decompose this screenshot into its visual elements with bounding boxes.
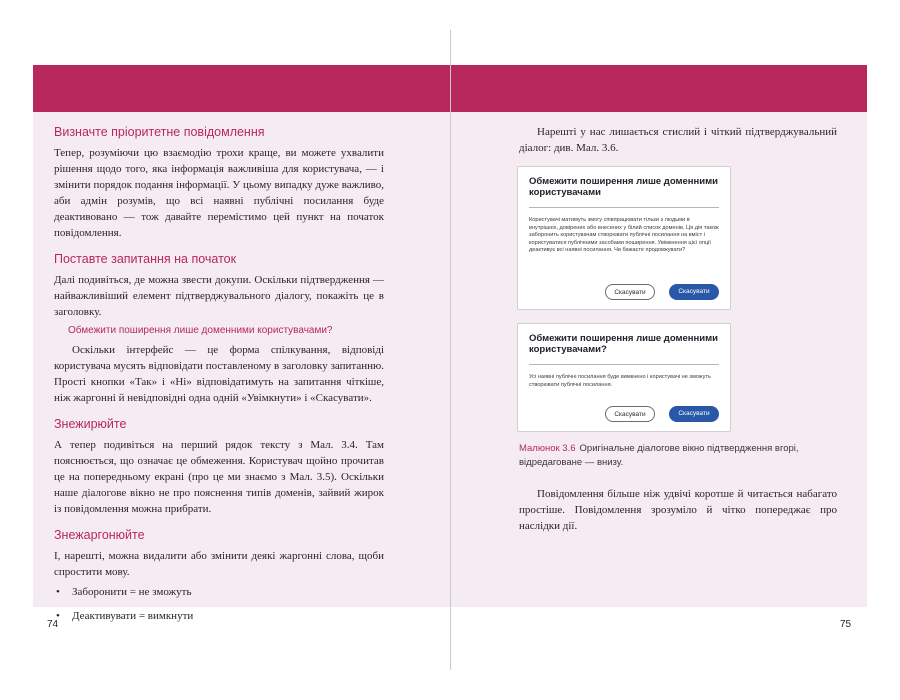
dialog-title: Обмежити поширення лише доменними користувачами? [529, 333, 718, 355]
left-page-content [54, 124, 384, 632]
cancel-button[interactable]: Скасувати [605, 406, 655, 422]
right-page-closing [519, 486, 837, 534]
section-heading-trim: Знежирюйте [54, 417, 127, 431]
section-heading-priority: Визначте пріоритетне повідомлення [54, 125, 265, 139]
dialog-body: Усі наявні публічні посилання буде вимкнено і користувачі не зможуть створювати публічні посилання. [529, 374, 711, 388]
page-number-left: 74 [47, 619, 59, 630]
section-text-priority: Тепер, розуміючи цю взаємодію трохи краще, ви можете ухвалити рішення щодо того, яка інформація важливіша для користувача, — і змінити порядок подання інформації. У цьому випадку дуже важливо, аби адмін розумів, що всі наявні публічні посилання буде деактивовано — тож давайте перемістимо цей пункт на початок повідомлення. [54, 147, 384, 239]
original-dialog [517, 166, 731, 310]
confirm-button[interactable]: Скасувати [669, 284, 719, 300]
section-text-question-first-2: Оскільки інтерфейс — це форма спілкування, відповіді користувача мусять відповідати поставленому в заголовку запитанню. Прості кнопки «Так» і «Ні» відповідатимуть на запитання чіткіше, ніж жаргонні й невідповідні одна одній «Увімкнути» і «Скасувати». [54, 344, 384, 404]
figure-caption-text: Оригінальне діалогове вікно підтвердження вгорі, відредаговане — внизу. [519, 443, 799, 468]
page-number-right: 75 [840, 619, 852, 630]
section-heading-question-first: Поставте запитання на початок [54, 252, 237, 266]
jargon-list [54, 584, 384, 624]
right-page-header-band [451, 65, 867, 112]
section-text-trim: А тепер подивіться на перший рядок тексту з Мал. 3.4. Там пояснюється, що означає це обмеження. Користувач щойно прочитав це на попередньому екрані (про це ми знаємо з Мал. 3.5). Оскільки наше діалогове вікно не про пояснення типів доменів, зайвий жирок із повідомлення можна прибрати. [54, 439, 384, 515]
confirm-button[interactable]: Скасувати [669, 406, 719, 422]
figure-label: Малюнок 3.6 [519, 443, 576, 454]
cancel-button[interactable]: Скасувати [605, 284, 655, 300]
pull-quote: Обмежити поширення лише доменними користувачами? [68, 325, 333, 336]
outro-paragraph: Повідомлення більше ніж удвічі коротше й читається набагато простіше. Повідомлення зрозуміло й чітко попереджає про наслідки дії. [519, 488, 837, 532]
dialog-body: Користувачі матимуть змогу співпрацювати тільки з людьми в внутрішніх, довірених або внесених у білий список доменів. Ця дія також заборонить користувачам створювати публічні посилання на вміст і користуватися публічними засобами поширення. Увімкнення цієї опції деактивує всі наявні посилання. Чи бажаєте продовжувати? [529, 217, 719, 253]
list-item: • Деактивувати = вимкнути [54, 608, 384, 624]
dialog-divider [529, 207, 719, 208]
section-text-question-first: Далі подивіться, де можна звести докупи. Оскільки підтвердження — найважливіший елемент підтверджувального діалогу, покажіть це в заголовку. [54, 274, 384, 318]
list-item: • Заборонити = не зможуть [54, 584, 384, 600]
section-text-dejargon: І, нарешті, можна видалити або змінити деякі жаргонні слова, щоби спростити мову. [54, 550, 384, 578]
figure-caption [519, 442, 819, 470]
intro-paragraph: Нарешті у нас лишається стислий і чіткий підтверджувальний діалог: див. Мал. 3.6. [519, 126, 837, 154]
edited-dialog [517, 323, 731, 432]
section-heading-dejargon: Знежаргонюйте [54, 528, 145, 542]
left-page-header-band [33, 65, 450, 112]
right-page-content [519, 124, 837, 156]
dialog-divider [529, 364, 719, 365]
dialog-title: Обмежити поширення лише доменними користувачами [529, 176, 718, 198]
